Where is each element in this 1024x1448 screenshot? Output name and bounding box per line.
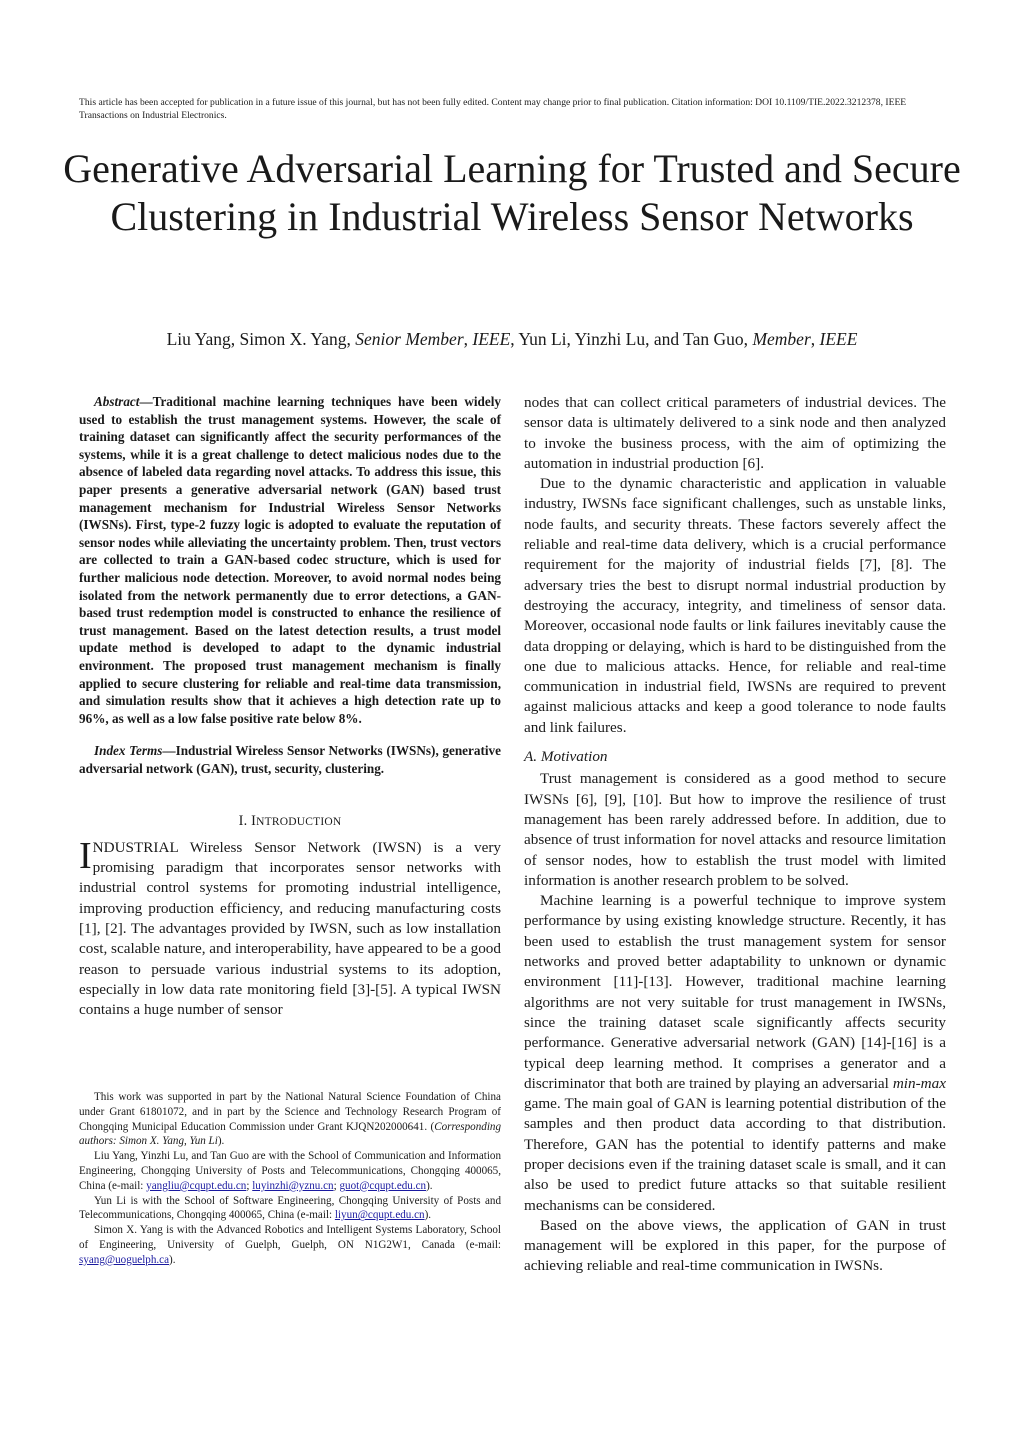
author-org-1: IEEE	[472, 329, 511, 349]
abstract	[79, 393, 501, 727]
email-link-syang[interactable]: syang@uoguelph.ca	[79, 1253, 170, 1266]
index-terms	[79, 742, 501, 777]
right-column	[524, 393, 946, 1277]
paragraph-machine-learning-text: Machine learning is a powerful technique to improve system performance by using existing knowledge structure. Recently, it has been used to establish the trust management system for sensor networks and proved better adaptability to unknown or dynamic environment [11]-[13]. However, traditional machine learning algorithms are not very suitable for trust management in IWSNs, since the training dataset scale significantly affects security performance. Generative adversarial network (GAN) [14]-[16] is a typical deep learning method. It comprises a generator and a discriminator that both are trained by playing an adversarial	[524, 892, 946, 1092]
section-title-first: I	[251, 813, 257, 830]
email-link-guot[interactable]: guot@cqupt.edu.cn	[339, 1179, 427, 1192]
drop-cap: I	[79, 834, 92, 877]
email-link-yangliu[interactable]: yangliu@cqupt.edu.cn	[146, 1179, 247, 1192]
footnote-funding-end: ).	[217, 1135, 225, 1148]
left-column	[79, 393, 501, 1020]
section-heading-introduction	[79, 811, 501, 832]
footnote-affiliation-2	[79, 1194, 501, 1224]
footnote-affiliation-1	[79, 1149, 501, 1193]
author-sep-1: ,	[463, 329, 473, 349]
footnote-funding-text: This work was supported in part by the National Natural Science Foundation of China under Grant 61801072, and in part by the Science and Technology Research Program of Chongqing Municipal Education Commission under Grant KJQN202000641. (	[79, 1091, 501, 1133]
email-link-luyinzhi[interactable]: luyinzhi@yznu.cn	[252, 1179, 334, 1192]
paragraph-continuation: nodes that can collect critical parameters of industrial devices. The sensor data is ultimately delivered to a sink node and then analyzed to invoke the business process, with the aim of optimizing the automation in industrial production [6].	[524, 394, 946, 472]
paper-title: Generative Adversarial Learning for Trusted and Secure Clustering in Industrial Wireless Sensor Networks	[63, 146, 961, 239]
footnote-affiliation-2-end: ).	[424, 1209, 432, 1222]
paragraph-machine-learning	[524, 891, 946, 1216]
email-separator: ;	[333, 1179, 340, 1192]
abstract-text: —Traditional machine learning techniques have been widely used to establish the trust management systems. However, the scale of training dataset can significantly affect the security performances of the systems, while it is a great challenge to detect malicious nodes due to the absence of labeled data regarding novel attacks. To address this issue, this paper presents a generative adversarial network (GAN) based trust management mechanism for Industrial Wireless Sensor Networks (IWSNs). First, type-2 fuzzy logic is adopted to evaluate the reputation of sensor nodes while alleviating the uncertainty problem. Then, trust vectors are collected to train a GAN-based codec structure, which is used for further malicious node detection. Moreover, to avoid normal nodes being isolated from the network permanently due to error detections, a GAN-based trust redemption model is constructed to enhance the resilience of trust management. Based on the latest detection results, a trust model update method is developed to adapt to the dynamic industrial environment. The proposed trust management mechanism is finally applied to secure clustering for reliable and real-time data transmission, and simulation results show that it achieves a high detection rate up to 96%, as well as a low false positive rate below 8%.	[79, 394, 501, 726]
footnote-affiliation-1-end: ).	[426, 1179, 433, 1192]
section-title-rest: NTRODUCTION	[256, 816, 342, 829]
footnote-affiliation-3-text: Simon X. Yang is with the Advanced Robotics and Intelligent Systems Laboratory, School of Engineering, University of Guelph, Guelph, ON N1G2W1, Canada (e-mail:	[79, 1224, 501, 1251]
index-terms-label: Index Terms	[94, 743, 163, 759]
corresponding-authors: Corresponding authors: Simon X. Yang, Yun Li	[79, 1120, 501, 1148]
publication-notice: This article has been accepted for publication in a future issue of this journal, but has not been fully edited. Content may change prior to final publication. Citation information: DOI 10.1109/TIE.2022.3212378, IEEE Transactions on Industrial Electronics.	[79, 97, 907, 121]
footnote-affiliation-3-end: ).	[169, 1253, 176, 1266]
subsection-heading-motivation: A. Motivation	[524, 748, 608, 766]
author-list	[60, 328, 964, 350]
paragraph-gan-application: Based on the above views, the application of GAN in trust management will be explored in this paper, for the purpose of achieving reliable and real-time communication in IWSNs.	[524, 1216, 946, 1275]
author-names-1: Liu Yang, Simon X. Yang,	[166, 329, 356, 349]
author-sep-2: ,	[810, 329, 820, 349]
index-terms-text: —Industrial Wireless Sensor Networks (IWSNs), generative adversarial network (GAN), trust, security, clustering.	[79, 743, 501, 776]
paragraph-challenges: Due to the dynamic characteristic and application in valuable industry, IWSNs face significant challenges, such as unstable links, node faults, and security threats. These factors severely affect the reliable and real-time data delivery, which is a crucial performance requirement for the majority of industrial fields [7], [8]. The adversary tries the best to disrupt normal industrial production by destroying the accuracy, integrity, and timeliness of sensor data. Moreover, occasional node faults or link failures inevitably cause the data dropping or delaying, which is hard to be distinguished from the one due to malicious attacks. Hence, for reliable and real-time communication in industrial field, IWSNs are required to prevent against malicious attacks and keep a good tolerance to node faults and link failures.	[524, 475, 946, 736]
author-org-2: IEEE	[819, 329, 858, 349]
email-link-liyun[interactable]: liyun@cqupt.edu.cn	[334, 1209, 425, 1222]
min-max-term: min-max	[892, 1074, 946, 1092]
author-role-2: Member	[752, 329, 811, 349]
footnote-affiliation-3	[79, 1223, 501, 1267]
section-number: I.	[238, 813, 248, 830]
footnote-funding	[79, 1090, 501, 1149]
footnotes	[79, 1090, 501, 1268]
footnote-affiliation-2-text: Yun Li is with the School of Software Engineering, Chongqing University of Posts and Telecommunications, Chongqing 400065, China (e-mail:	[79, 1194, 501, 1222]
email-separator: ;	[246, 1179, 253, 1192]
intro-paragraph	[79, 834, 501, 1021]
abstract-label: Abstract	[94, 394, 140, 409]
paragraph-machine-learning-rest: game. The main goal of GAN is learning potential distribution of the samples and then product data according to that distribution. Therefore, GAN has the potential to identify patterns and make proper decisions even if the training dataset scale is small, and it can also be used to predict future attacks so that suitable resilient mechanisms can be considered.	[524, 1095, 946, 1214]
intro-text: NDUSTRIAL Wireless Sensor Network (IWSN) is a very promising paradigm that incorporates sensor networks with industrial control systems for promoting industrial intelligence, improving production efficiency, and reducing manufacturing costs [1], [2]. The advantages provided by IWSN, such as low installation cost, scalable nature, and interoperability, have appeared to be a good reason to persuade various industrial systems to its adoption, especially in low data rate monitoring field [3]-[5]. A typical IWSN contains a huge number of sensor	[79, 838, 501, 1019]
footnote-affiliation-1-text: Liu Yang, Yinzhi Lu, and Tan Guo are with the School of Communication and Information Engineering, Chongqing University of Posts and Telecommunications, Chongqing 400065, China (e-mail:	[79, 1150, 501, 1192]
paragraph-trust-management: Trust management is considered as a good method to secure IWSNs [6], [9], [10]. But how to improve the resilience of trust management has been rarely addressed before. In addition, due to absence of trust information for novel attacks and resource limitation of sensor nodes, how to establish the trust model with limited information is another research problem to be solved.	[524, 770, 946, 889]
author-names-2: , Yun Li, Yinzhi Lu, and Tan Guo,	[510, 329, 753, 349]
author-role-1: Senior Member	[355, 329, 464, 349]
